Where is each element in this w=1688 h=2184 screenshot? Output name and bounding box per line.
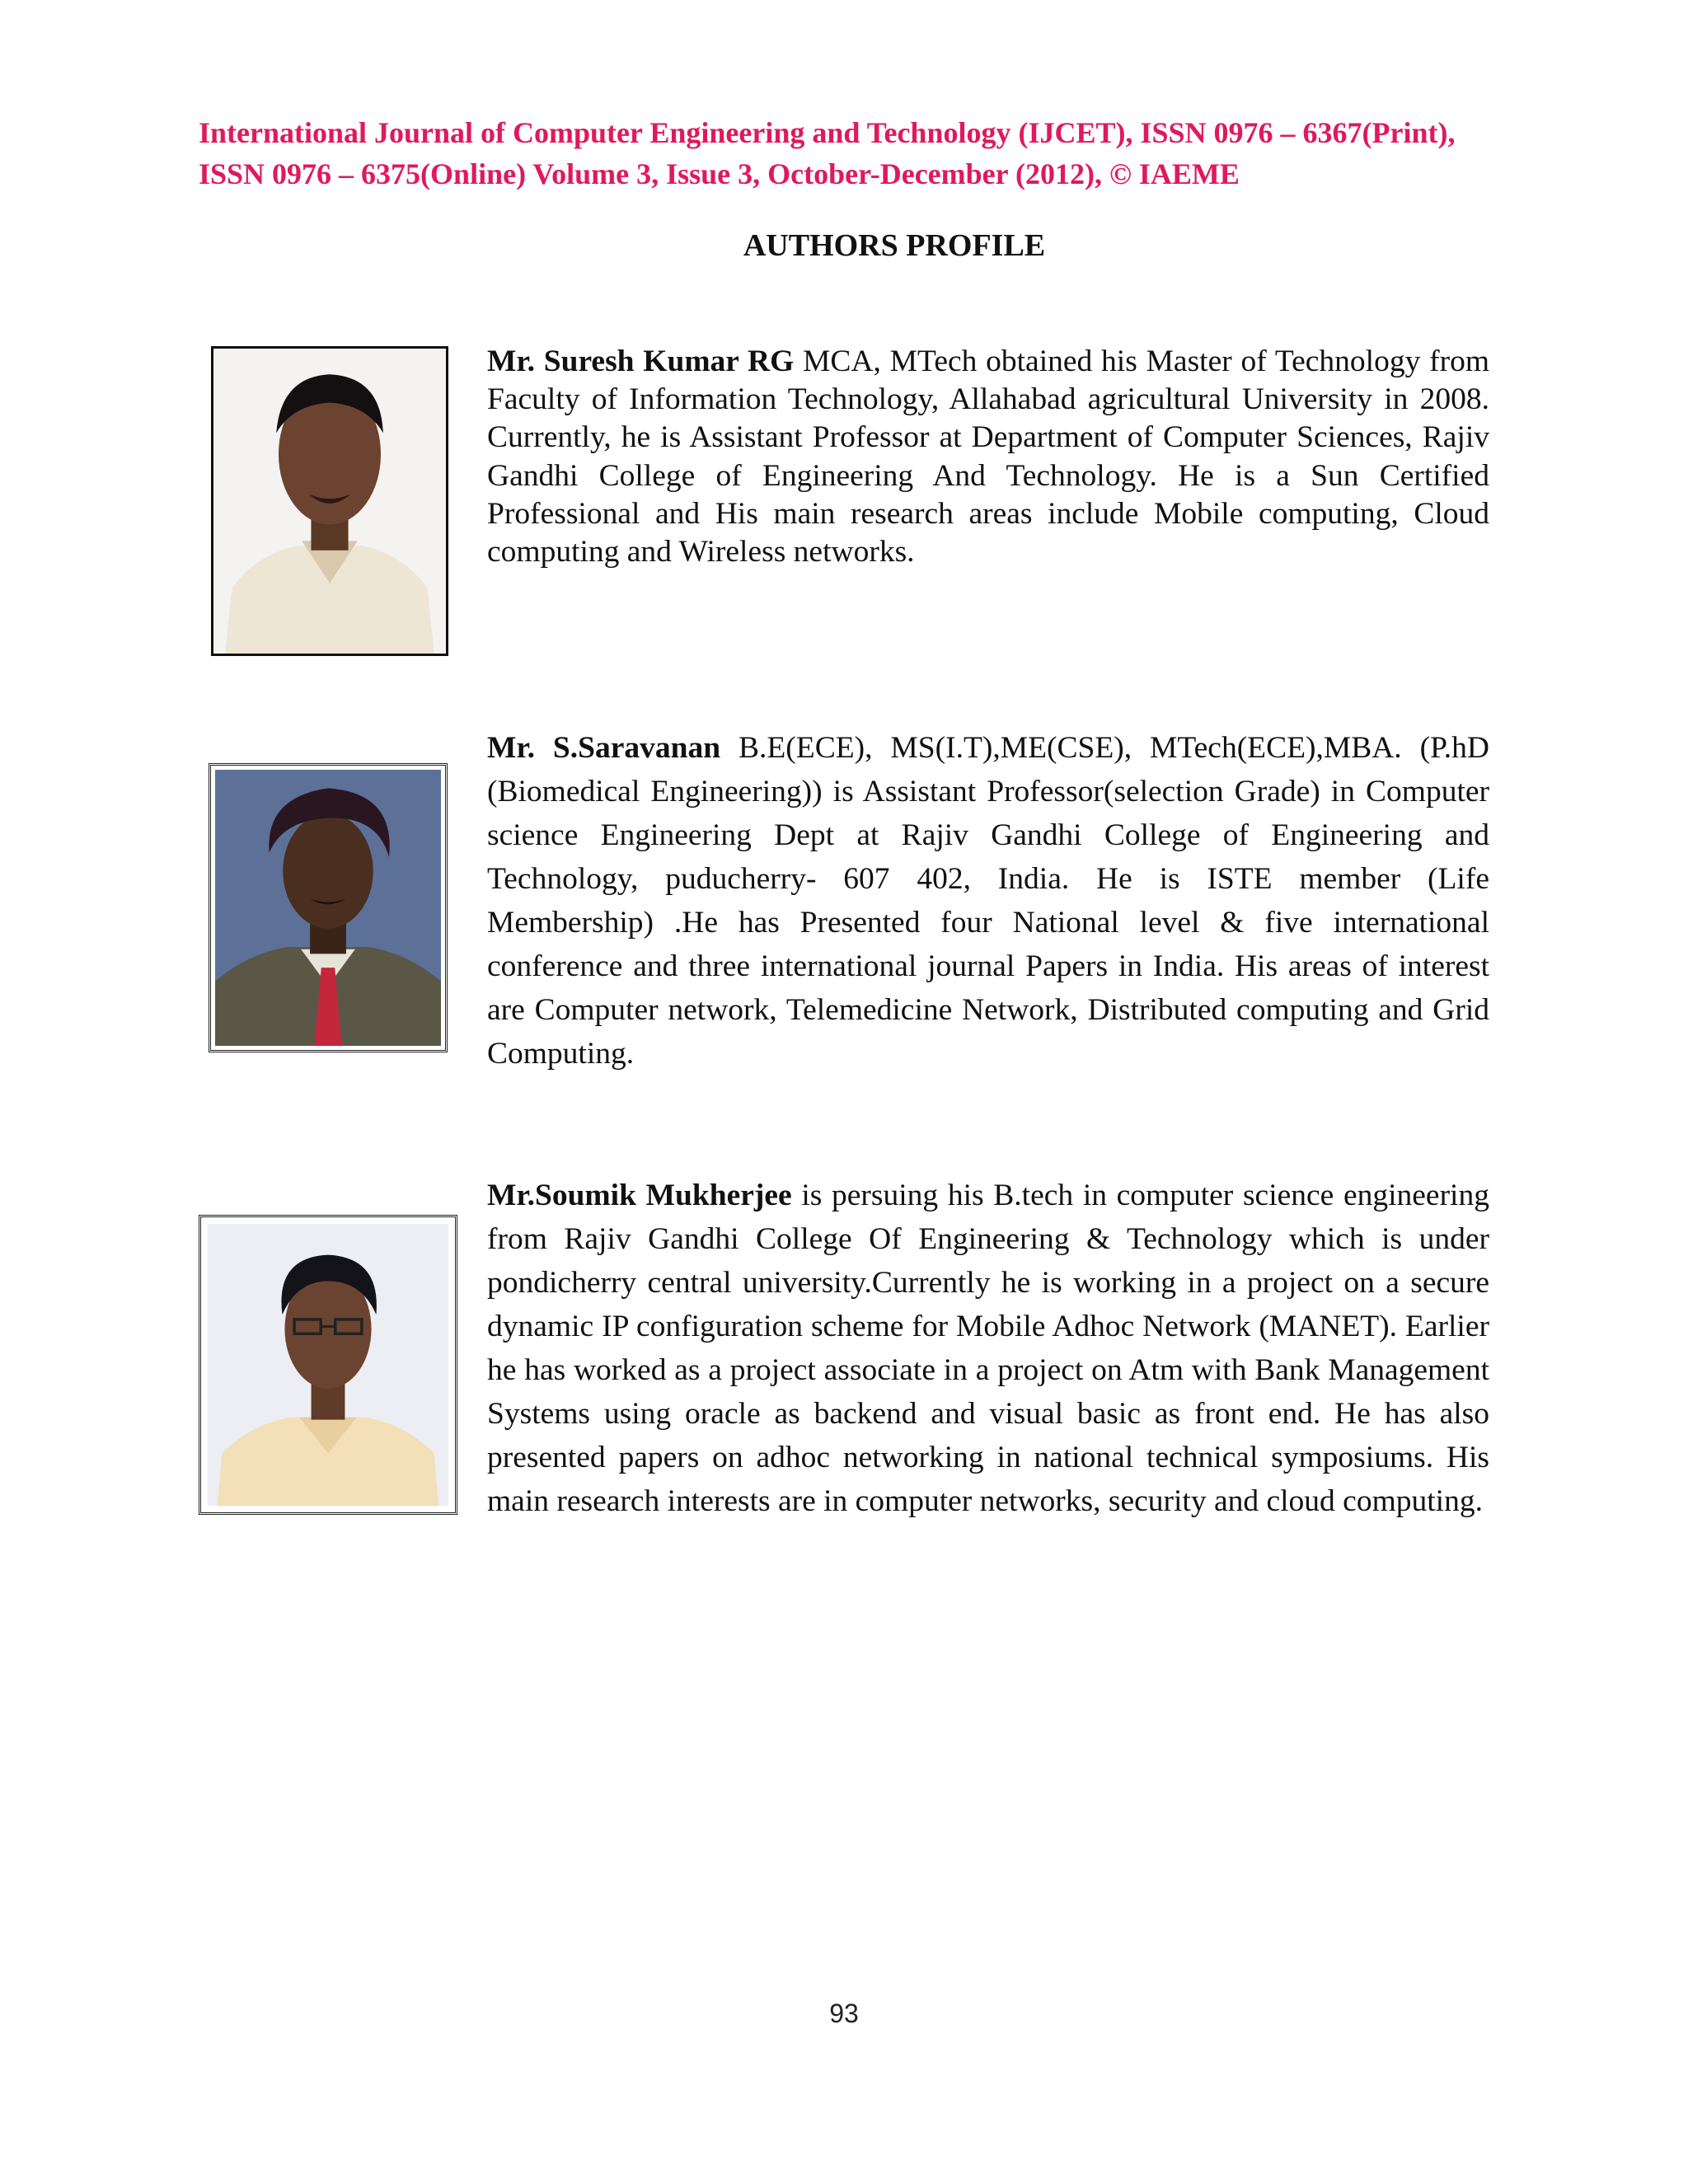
author-bio-text-2: B.E(ECE), MS(I.T),ME(CSE), MTech(ECE),MBA. (P.hD (Biomedical Engineering)) is Assistant Professor(selection Grade) in Computer science Engineering Dept at Rajiv Gandhi College of Engineering and Technology, puducherry- 607 402, India. He is ISTE member (Life Membership) .He has Presented four National level & five international conference and three international journal Papers in India. His areas of interest are Computer network, Telemedicine Network, Distributed computing and Grid Computing. (487, 731, 1489, 1071)
page-number: 93 (829, 1999, 859, 2028)
author-photo-1 (211, 346, 448, 656)
journal-header-line-2: ISSN 0976 – 6375(Online) Volume 3, Issue 3, October-December (2012), © IAEME (199, 157, 1240, 190)
author-bio-text-1: MCA, MTech obtained his Master of Technology from Faculty of Information Technology, Allahabad agricultural University in 2008. Currently, he is Assistant Professor at Department of Computer Sciences, Rajiv Gandhi College of Engineering And Technology. He is a Sun Certified Professional and His main research areas include Mobile computing, Cloud computing and Wireless networks. (487, 344, 1489, 569)
author-name-2: Mr. S.Saravanan (487, 731, 721, 765)
author-photo-2 (209, 763, 448, 1052)
journal-header (199, 112, 1534, 194)
journal-header-line-1: International Journal of Computer Engineering and Technology (IJCET), ISSN 0976 – 6367(Print), (199, 116, 1456, 149)
author-photo-3 (199, 1215, 457, 1515)
section-title: AUTHORS PROFILE (743, 228, 1046, 263)
author-bio-3 (487, 1174, 1489, 1523)
author-name-3: Mr.Soumik Mukherjee (487, 1179, 792, 1212)
author-name-1: Mr. Suresh Kumar RG (487, 344, 795, 378)
author-bio-2 (487, 726, 1489, 1076)
author-bio-text-3: is persuing his B.tech in computer science engineering from Rajiv Gandhi College Of Engineering & Technology which is under pondicherry central university.Currently he is working in a project on a secure dynamic IP configuration scheme for Mobile Adhoc Network (MANET). Earlier he has worked as a project associate in a project on Atm with Bank Management Systems using oracle as backend and visual basic as front end. He has also presented papers on adhoc networking in national technical symposiums. His main research interests are in computer networks, security and cloud computing. (487, 1179, 1489, 1518)
author-bio-1 (487, 343, 1489, 571)
